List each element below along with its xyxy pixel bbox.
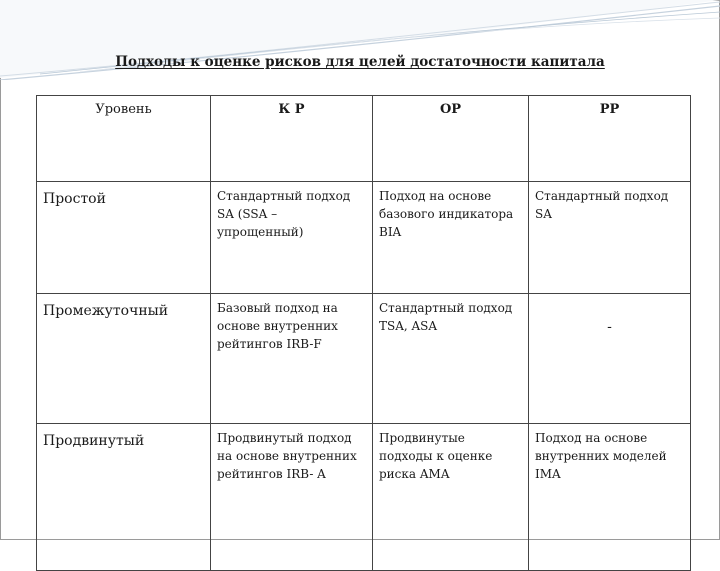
cell-operational-risk: Подход на основе базового индикатора BIA <box>373 182 529 294</box>
cell-market-risk: Подход на основе внутренних моделей IMA <box>529 424 691 571</box>
risk-approaches-table <box>36 95 691 571</box>
cell-credit-risk: Базовый подход на основе внутренних рейтингов IRB-F <box>211 294 373 424</box>
cell-operational-risk: Стандартный подход TSA, ASA <box>373 294 529 424</box>
cell-credit-risk: Продвинутый подход на основе внутренних рейтингов IRB- A <box>211 424 373 571</box>
header-level: Уровень <box>37 96 211 182</box>
header-credit-risk: К Р <box>211 96 373 182</box>
header-operational-risk: ОР <box>373 96 529 182</box>
row-level-label: Продвинутый <box>37 424 211 571</box>
cell-operational-risk: Продвинутые подходы к оценке риска AMA <box>373 424 529 571</box>
row-level-label: Простой <box>37 182 211 294</box>
table-row <box>37 182 691 294</box>
table-row <box>37 294 691 424</box>
page-title: Подходы к оценке рисков для целей достаточности капитала <box>115 54 605 70</box>
cell-credit-risk: Стандартный подход SA (SSA – упрощенный) <box>211 182 373 294</box>
cell-market-risk: Стандартный подход SA <box>529 182 691 294</box>
table-header-row <box>37 96 691 182</box>
header-market-risk: РР <box>529 96 691 182</box>
table-row <box>37 424 691 571</box>
cell-market-risk: - <box>529 294 691 424</box>
row-level-label: Промежуточный <box>37 294 211 424</box>
